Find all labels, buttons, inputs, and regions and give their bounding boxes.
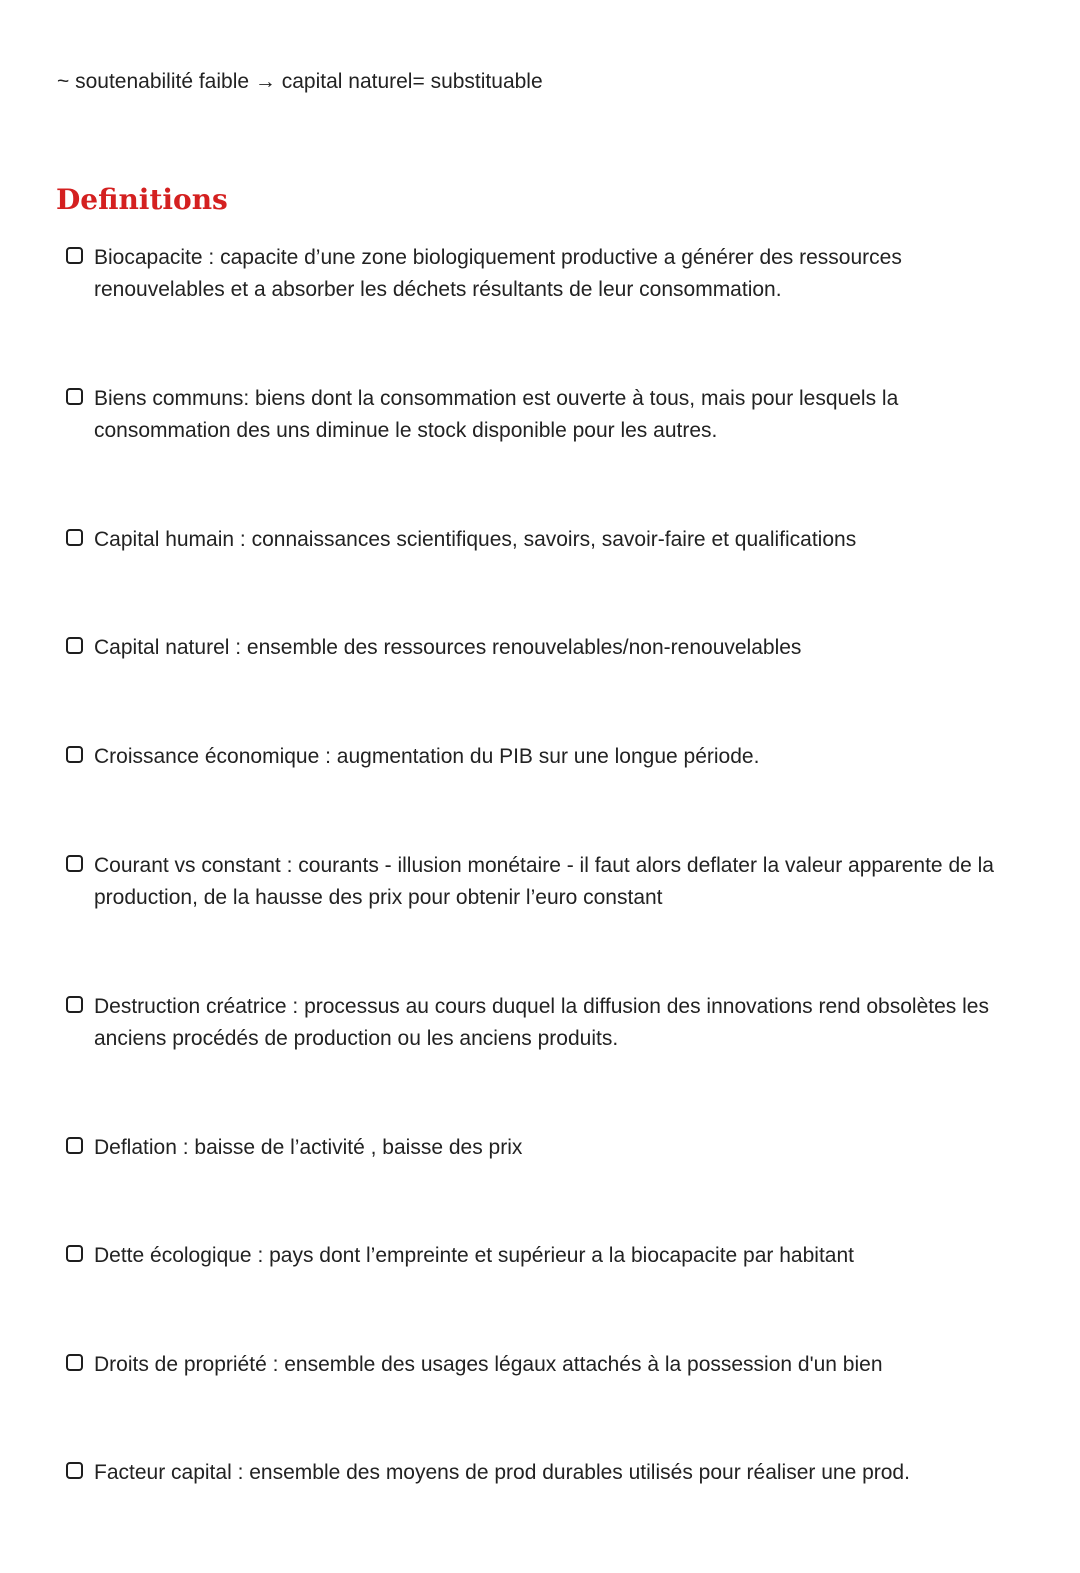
definition-item [66, 741, 1026, 773]
definition-item [66, 1240, 1026, 1272]
checkbox[interactable] [66, 855, 83, 872]
definition-text: Facteur capital : ensemble des moyens de prod durables utilisés pour réaliser une prod. [94, 1461, 910, 1484]
definition-text: Destruction créatrice : processus au cours duquel la diffusion des innovations rend obsolètes les anciens procédés de production ou les anciens produits. [94, 995, 989, 1050]
definition-text: Droits de propriété : ensemble des usages légaux attachés à la possession d'un bien [94, 1353, 883, 1376]
definition-text: Capital humain : connaissances scientifiques, savoirs, savoir-faire et qualifications [94, 528, 857, 551]
definition-item [66, 850, 1026, 914]
definition-item [66, 1457, 1026, 1489]
checkbox[interactable] [66, 1245, 83, 1262]
section-heading-definitions: Definitions [56, 183, 228, 216]
checkbox[interactable] [66, 637, 83, 654]
definition-item [66, 632, 1026, 664]
checkbox[interactable] [66, 1137, 83, 1154]
definition-text: Dette écologique : pays dont l’empreinte et supérieur a la biocapacite par habitant [94, 1244, 854, 1267]
definition-item [66, 1132, 1026, 1164]
checkbox[interactable] [66, 529, 83, 546]
definition-item [66, 383, 1026, 447]
definition-item [66, 991, 1026, 1055]
definition-item [66, 242, 1026, 306]
definition-item [66, 1349, 1026, 1381]
definition-text: Biocapacite : capacite d’une zone biologiquement productive a générer des ressources renouvelables et a absorber les déchets résultants de leur consommation. [94, 246, 902, 301]
definition-text: Capital naturel : ensemble des ressources renouvelables/non-renouvelables [94, 636, 802, 659]
checkbox[interactable] [66, 746, 83, 763]
definition-text: Croissance économique : augmentation du PIB sur une longue période. [94, 745, 760, 768]
checkbox[interactable] [66, 996, 83, 1013]
definition-item [66, 524, 1026, 556]
definition-text: Biens communs: biens dont la consommation est ouverte à tous, mais pour lesquels la consommation des uns diminue le stock disponible pour les autres. [94, 387, 899, 442]
checkbox[interactable] [66, 1462, 83, 1479]
definition-text: Courant vs constant : courants - illusion monétaire - il faut alors deflater la valeur apparente de la production, de la hausse des prix pour obtenir l’euro constant [94, 854, 994, 909]
intro-note: ~ soutenabilité faible → capital naturel= substituable [57, 70, 543, 93]
checkbox[interactable] [66, 247, 83, 264]
checkbox[interactable] [66, 1354, 83, 1371]
checkbox[interactable] [66, 388, 83, 405]
definition-text: Deflation : baisse de l’activité , baisse des prix [94, 1136, 523, 1159]
